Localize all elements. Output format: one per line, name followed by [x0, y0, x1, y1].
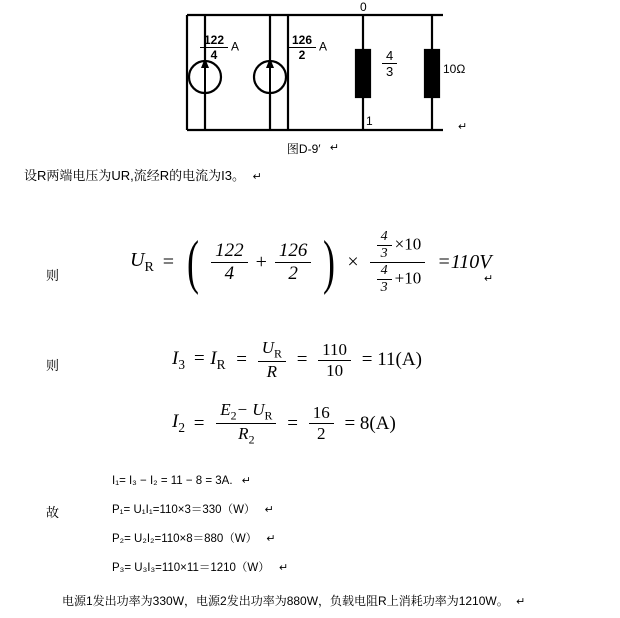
eq-i2-result: = 8(A): [344, 412, 396, 434]
circuit-svg: [0, 0, 620, 160]
summary-text: [62, 592, 610, 609]
resistor-box-1: [356, 50, 370, 97]
eq-ur-term2-den: 2: [275, 262, 312, 285]
source1-denominator: 4: [200, 47, 228, 62]
eq-ur-times: ×: [347, 251, 359, 273]
pilcrow-mark: ↵: [458, 121, 468, 133]
eq-i2-frac2-den: 2: [309, 423, 334, 444]
paren-open: (: [187, 229, 200, 295]
source2-unit: A: [319, 39, 328, 54]
eq-i3-frac1-num: $U_R$: [261, 338, 282, 361]
eq-ur-plus: +: [255, 251, 267, 273]
eq-i3-result: = 11(A): [361, 349, 422, 371]
eq-i3-frac1-den: R: [258, 361, 286, 382]
node-label-top: 0: [360, 0, 367, 14]
eq-i3-frac2-den: 10: [318, 360, 351, 381]
eq-ur-bigfrac: [370, 229, 426, 296]
pilcrow-mark: ↵: [278, 562, 289, 574]
resistor1-label: [379, 48, 400, 79]
eq-i2-frac1-num: $E_2- U_R$: [220, 400, 273, 423]
pilcrow-mark: ↵: [252, 171, 262, 183]
pilcrow-mark: ↵: [264, 504, 274, 516]
eq-i3-eq3: =: [296, 349, 308, 371]
pilcrow-mark: ↵: [241, 475, 251, 487]
resistor1-numerator: 4: [386, 48, 394, 63]
result-line-2: [112, 501, 274, 517]
circuit-diagram: [0, 0, 620, 160]
eq-i2-frac1: [216, 400, 276, 448]
eq-ur-term1: [211, 240, 248, 285]
source1-numerator: 122: [204, 33, 225, 47]
label-then-1: 则: [46, 268, 60, 283]
figure-caption-text: 图D-9′: [286, 142, 321, 156]
eq-i3-frac2-num: 110: [322, 339, 348, 359]
label-therefore: 故: [46, 505, 60, 520]
resistor2-label: 10Ω: [443, 62, 466, 76]
summary-text-content: 电源1发出功率为330W，电源2发出功率为880W，负载电阻R上消耗功率为1210W。: [62, 594, 509, 608]
eq-ur-result: =110V: [437, 251, 492, 273]
result-line-3: [112, 530, 276, 546]
figure-caption: [0, 140, 620, 157]
resistor-box-2: [425, 50, 439, 97]
eq-i3-eq2: =: [236, 349, 247, 371]
source1-unit: A: [231, 39, 240, 54]
current-source-1: [187, 58, 221, 93]
eq-ur-term1-num: 122: [215, 240, 244, 261]
node-label-bottom: 1: [366, 114, 373, 128]
intro-text: [24, 165, 262, 184]
eq-i2-frac2-num: 16: [312, 403, 330, 423]
eq-i2-frac1-den: $R_2$: [216, 423, 276, 447]
pilcrow-mark: ↵: [329, 142, 340, 154]
result-line-4: [112, 559, 289, 575]
result-line-4-text: P₃= U₃I₃=110×11＝1210（W）: [112, 562, 270, 574]
intro-text-content: 设R两端电压为UR,流经R的电流为I3。: [24, 168, 246, 183]
paren-close: ): [323, 229, 336, 295]
equation-ur: [130, 228, 494, 297]
result-line-2-text: P₁= U₁I₁=110×3＝330（W）: [112, 504, 256, 516]
result-line-1-text: I₁= I₃ − I₂ = 11 − 8 = 3A.: [112, 475, 233, 487]
eq-i2-eq2: =: [287, 412, 298, 434]
pilcrow-mark: ↵: [484, 273, 494, 285]
eq-ur-term1-den: 4: [211, 262, 248, 285]
resistor1-denominator: 3: [382, 63, 397, 79]
eq-i3-lhs: $I_3$: [172, 347, 185, 372]
eq-ur-term2-num: 126: [278, 240, 308, 261]
eq-ur-term2: [275, 240, 312, 285]
eq-i3-eq1: = $I_R$: [192, 347, 226, 372]
label-then-2: 则: [46, 358, 60, 373]
eq-i3-frac1: [258, 338, 286, 382]
result-line-3-text: P₂= U₂I₂=110×8＝880（W）: [112, 533, 258, 545]
pilcrow-mark: ↵: [516, 596, 526, 608]
eq-i2-lhs: $I_2$: [172, 411, 185, 436]
eq-ur-bigfrac-den: $\frac{4}{3}$ +10: [370, 262, 426, 296]
result-line-1: [112, 474, 251, 487]
source2-numerator: 126: [292, 33, 313, 47]
current-source-2: [254, 58, 288, 93]
eq-i2-eq1: =: [193, 412, 205, 434]
equation-i3: [172, 338, 422, 382]
equation-i2: [172, 400, 396, 448]
eq-ur-bigfrac-num: $\frac{4}{3}$ ×10: [370, 229, 426, 262]
pilcrow-mark: ↵: [266, 533, 276, 545]
eq-ur-equals: =: [162, 251, 175, 273]
eq-ur-lhs: $U_R$: [130, 249, 154, 275]
eq-i3-frac2: [318, 340, 351, 381]
source1-label: [197, 33, 239, 62]
source2-label: [285, 33, 327, 62]
source2-denominator: 2: [288, 47, 316, 62]
eq-i2-frac2: [309, 403, 334, 444]
